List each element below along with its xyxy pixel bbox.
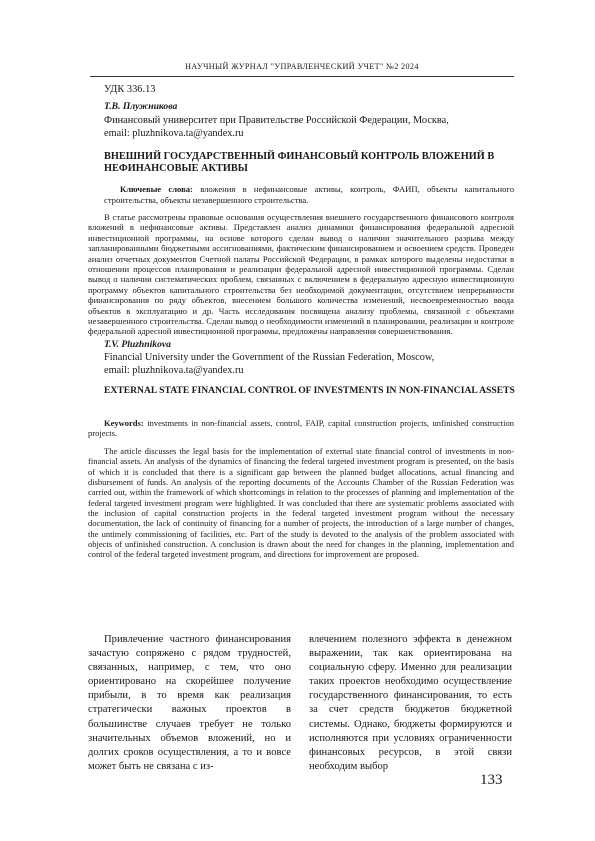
running-head: НАУЧНЫЙ ЖУРНАЛ "УПРАВЛЕНЧЕСКИЙ УЧЕТ" №2 2024 [185, 62, 419, 71]
keywords-en-label: Keywords: [104, 418, 144, 428]
affiliation-ru-line: Финансовый университет при Правительстве Российской Федерации, Москва, [104, 115, 449, 126]
keywords-en-text: investments in non-financial assets, control, FAIP, capital construction projects, unfinished construction projects. [88, 418, 514, 439]
affiliation-en [104, 352, 524, 377]
page-number: 133 [480, 772, 503, 788]
email-ru[interactable]: email: pluzhnikova.ta@yandex.ru [104, 127, 244, 139]
header-rule [90, 76, 514, 77]
udc-code: УДК 336.13 [104, 84, 156, 95]
author-ru: Т.В. Плужникова [104, 101, 178, 112]
body-column-left: Привлечение частного финансирования зачастую сопряжено с рядом трудностей, связанных, например, с тем, что оно ориентировано на скорейшее получение прибыли, в то время как реализация стратегически важных проектов в большинстве случаев требует не только значительных объемов вложений, но и долгих сроков осуществления, а то и вовсе может быть не связана с из- [88, 634, 291, 772]
affiliation-en-line: Financial University under the Government of the Russian Federation, Moscow, [104, 352, 435, 363]
keywords-ru-label: Ключевые слова: [120, 184, 193, 194]
abstract-en: The article discusses the legal basis for the implementation of external state financial control of investments in non-financial assets. An analysis of the dynamics of financing the federal targeted investment program is presented, on the basis of which it is concluded that there is a significant gap between the planned budget allocations, actual financing and disbursement of funds. An analysis of the reporting documents of the Accounts Chamber of the Russian Federation was carried out, within the framework of which shortcomings in relation to the processes of planning and implementation of the federal targeted investment program were highlighted. It was concluded that there are systematic problems associated with the inclusion of capital construction projects in the federal targeted investment program without the necessary documentation, the lack of continuity of financing for a number of projects, the introduction of a large number of changes, the untimely commissioning of facilities, etc. Part of the study is devoted to the analysis of the problem associated with objects of unfinished construction. A conclusion is drawn about the need for changes in the planning, implementation and control of the federal targeted investment program, and directions for improvement are proposed. [88, 446, 514, 560]
article-title-en: EXTERNAL STATE FINANCIAL CONTROL OF INVESTMENTS IN NON-FINANCIAL ASSETS [104, 385, 515, 396]
author-en: T.V. Pluzhnikova [104, 339, 171, 350]
affiliation-ru [104, 115, 524, 140]
keywords-ru [104, 184, 514, 205]
keywords-ru-text: вложения в нефинансовые активы, контроль, ФАИП, объекты капитального строительства, объекты незавершенного строительства. [104, 184, 514, 205]
abstract-ru: В статье рассмотрены правовые основания осуществления внешнего государственного финансового контроля вложений в нефинансовые активы. Представлен анализ динамики финансирования федеральной адресной инвестиционной программы, на основе которого сделан вывод о наличии значительного разрыва между запланированными бюджетными ассигнованиями, фактическим финансированием и освоением средств. Проведен анализ отчетных документов Счетной палаты Российской Федерации, в рамках которого выделены недостатки в отношении процессов планирования и реализации федеральной адресной инвестиционной программы. Сделан вывод о наличии систематических проблем, связанных с включением в федеральную адресную инвестиционную программу объектов капитального строительства без необходимой документации, отсутствием непрерывности финансирования по ряду объектов, внесением большого количества изменений, несвоевременностью ввода объектов в эксплуатацию и др. Часть исследования посвящена анализу проблемы, связанной с объектами незавершенного строительства. Сделан вывод о необходимости изменений в планировании, реализации и контроле федеральной адресной инвестиционной программы, предложены направления совершенствования. [88, 212, 514, 337]
body-column-right: влечением полезного эффекта в денежном выражении, так как ориентирована на социальную сферу. Именно для реализации таких проектов необходимо осуществление государственного финансирования, то есть за счет средств бюджетов бюджетной системы. Однако, бюджеты формируются и исполняются при условиях ограниченности финансовых ресурсов, в этой связи необходим выбор [309, 634, 512, 772]
keywords-en [88, 418, 514, 439]
email-en[interactable]: email: pluzhnikova.ta@yandex.ru [104, 364, 244, 376]
article-title-ru: ВНЕШНИЙ ГОСУДАРСТВЕННЫЙ ФИНАНСОВЫЙ КОНТРОЛЬ ВЛОЖЕНИЙ В НЕФИНАНСОВЫЕ АКТИВЫ [104, 151, 495, 175]
